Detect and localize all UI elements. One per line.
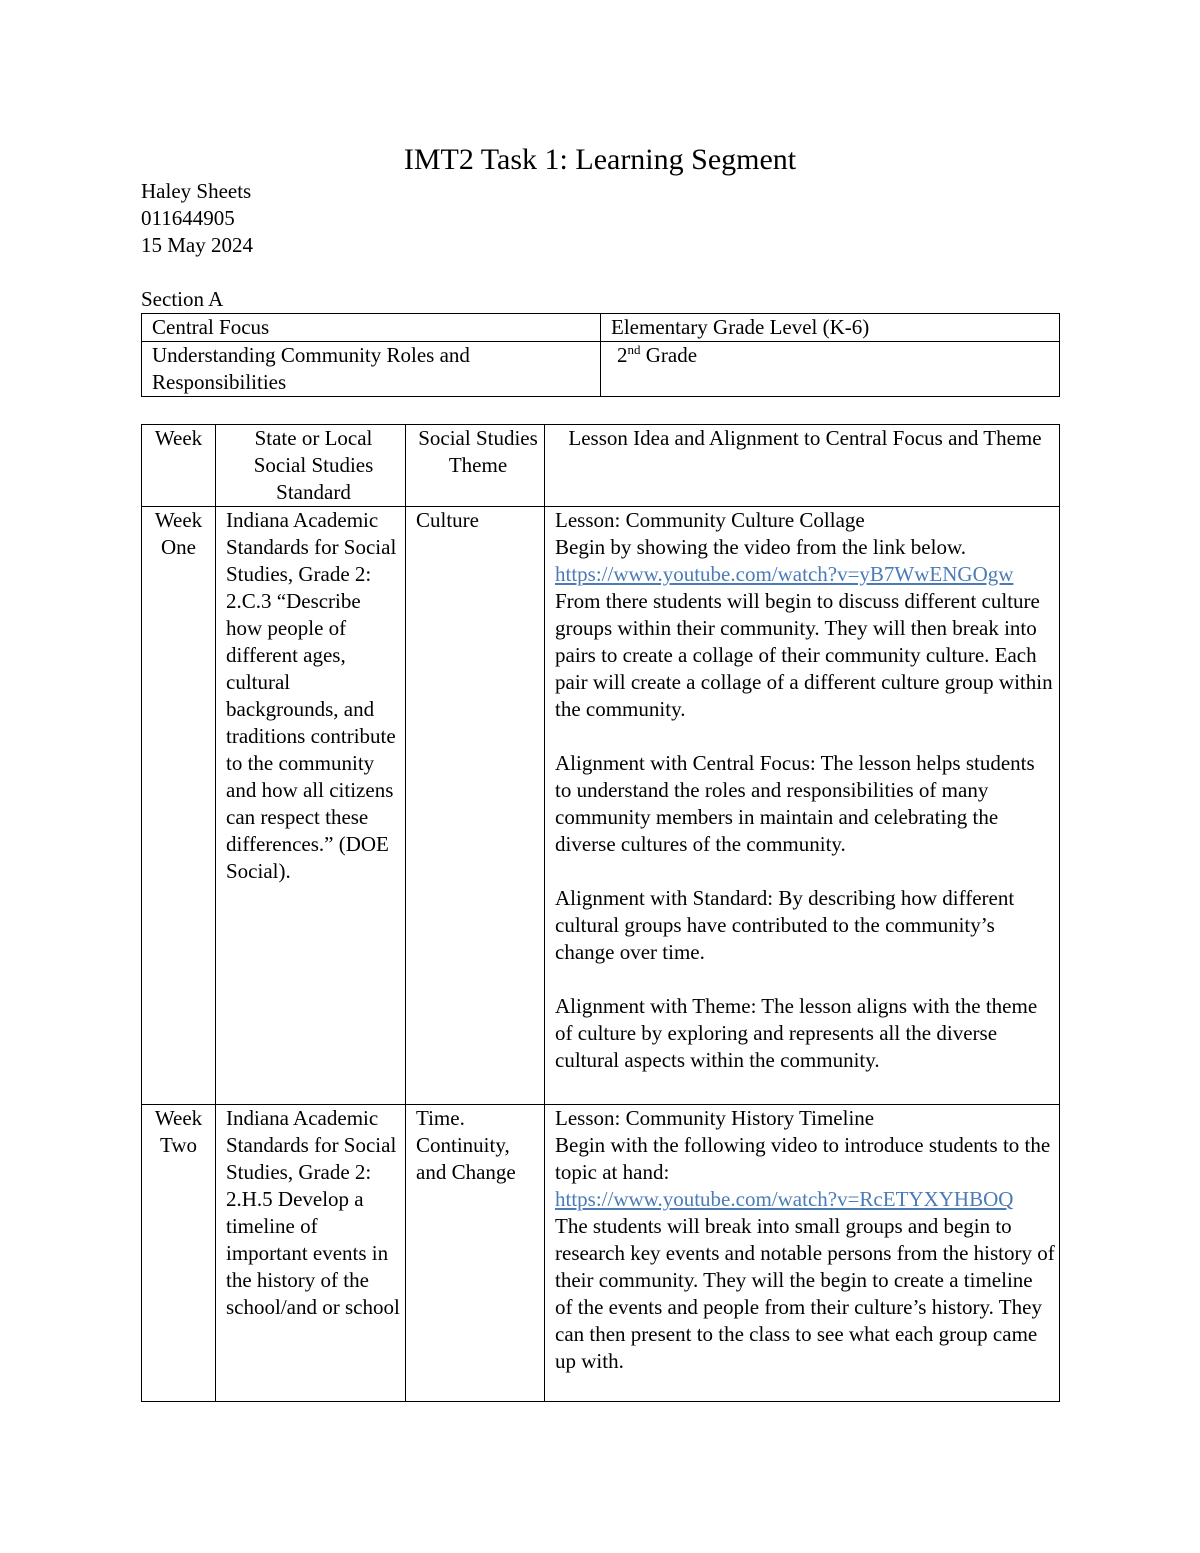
video-link[interactable]: https://www.youtube.com/watch?v=yB7WwENGOgw: [555, 562, 1014, 586]
paragraph-spacer: [555, 858, 1055, 885]
lesson-title: Lesson: Community History Timeline: [555, 1106, 875, 1130]
grade-level-value: [601, 342, 1060, 397]
theme-cell: Culture: [406, 507, 545, 1105]
theme-header: Social Studies Theme: [406, 425, 545, 507]
grade-word: Grade: [640, 343, 698, 367]
lesson-title: Lesson: Community Culture Collage: [555, 508, 865, 532]
lesson-intro: Begin with the following video to introduce students to the topic at hand:: [555, 1133, 1051, 1184]
alignment-theme: Alignment with Theme: The lesson aligns with the theme of culture by exploring and represents all the diverse cultural aspects within the community.: [555, 994, 1038, 1072]
table-row: [142, 1105, 1060, 1402]
week-header: Week: [142, 425, 216, 507]
document-title: IMT2 Task 1: Learning Segment: [403, 143, 797, 176]
student-id: 011644905: [141, 206, 235, 230]
grade-number: 2: [617, 343, 628, 367]
theme-cell: Time. Continuity, and Change: [406, 1105, 545, 1402]
author-name: Haley Sheets: [141, 179, 252, 203]
document-date: 15 May 2024: [141, 233, 253, 257]
standard-cell: Indiana Academic Standards for Social Studies, Grade 2: 2.C.3 “Describe how people of different ages, cultural backgrounds, and traditions contribute to the community and how all citizens can respect these differences.” (DOE Social).: [216, 507, 406, 1105]
lesson-intro: Begin by showing the video from the link below.: [555, 535, 966, 559]
lesson-body: The students will break into small groups and begin to research key events and notable persons from the history of their community. They will the begin to create a timeline of the events and people from their culture’s history. They can then present to the class to see what each group came up with.: [555, 1214, 1055, 1373]
alignment-focus: Alignment with Central Focus: The lesson helps students to understand the roles and responsibilities of many community members in maintain and celebrating the diverse cultures of the community.: [555, 751, 1035, 856]
central-focus-header: Central Focus: [142, 314, 601, 342]
lesson-cell: [545, 507, 1060, 1105]
standard-cell: Indiana Academic Standards for Social Studies, Grade 2: 2.H.5 Develop a timeline of important events in the history of the school/and or school: [216, 1105, 406, 1402]
alignment-standard: Alignment with Standard: By describing how different cultural groups have contributed to the community’s change over time.: [555, 886, 1015, 964]
standard-header: State or Local Social Studies Standard: [216, 425, 406, 507]
week-cell: Week One: [142, 507, 216, 1105]
central-focus-table: [141, 313, 1060, 397]
author-block: [141, 178, 253, 259]
table-header-row: [142, 425, 1060, 507]
lesson-header: Lesson Idea and Alignment to Central Focus and Theme: [545, 425, 1060, 507]
grade-level-header: Elementary Grade Level (K-6): [601, 314, 1060, 342]
lesson-cell: [545, 1105, 1060, 1402]
paragraph-spacer: [555, 966, 1055, 993]
lesson-body: From there students will begin to discuss different culture groups within their community. They will then break into pairs to create a collage of their community culture. Each pair will create a collage of a different culture group within the community.: [555, 589, 1053, 721]
table-row: [142, 342, 1060, 397]
table-row: [142, 507, 1060, 1105]
table-row: [142, 314, 1060, 342]
central-focus-value: Understanding Community Roles and Responsibilities: [142, 342, 601, 397]
grade-suffix: nd: [627, 342, 641, 357]
week-cell: Week Two: [142, 1105, 216, 1402]
section-label: Section A: [141, 287, 224, 311]
learning-segment-table: [141, 424, 1060, 1402]
paragraph-spacer: [555, 723, 1055, 750]
video-link[interactable]: https://www.youtube.com/watch?v=RcETYXYHBOQ: [555, 1187, 1014, 1211]
